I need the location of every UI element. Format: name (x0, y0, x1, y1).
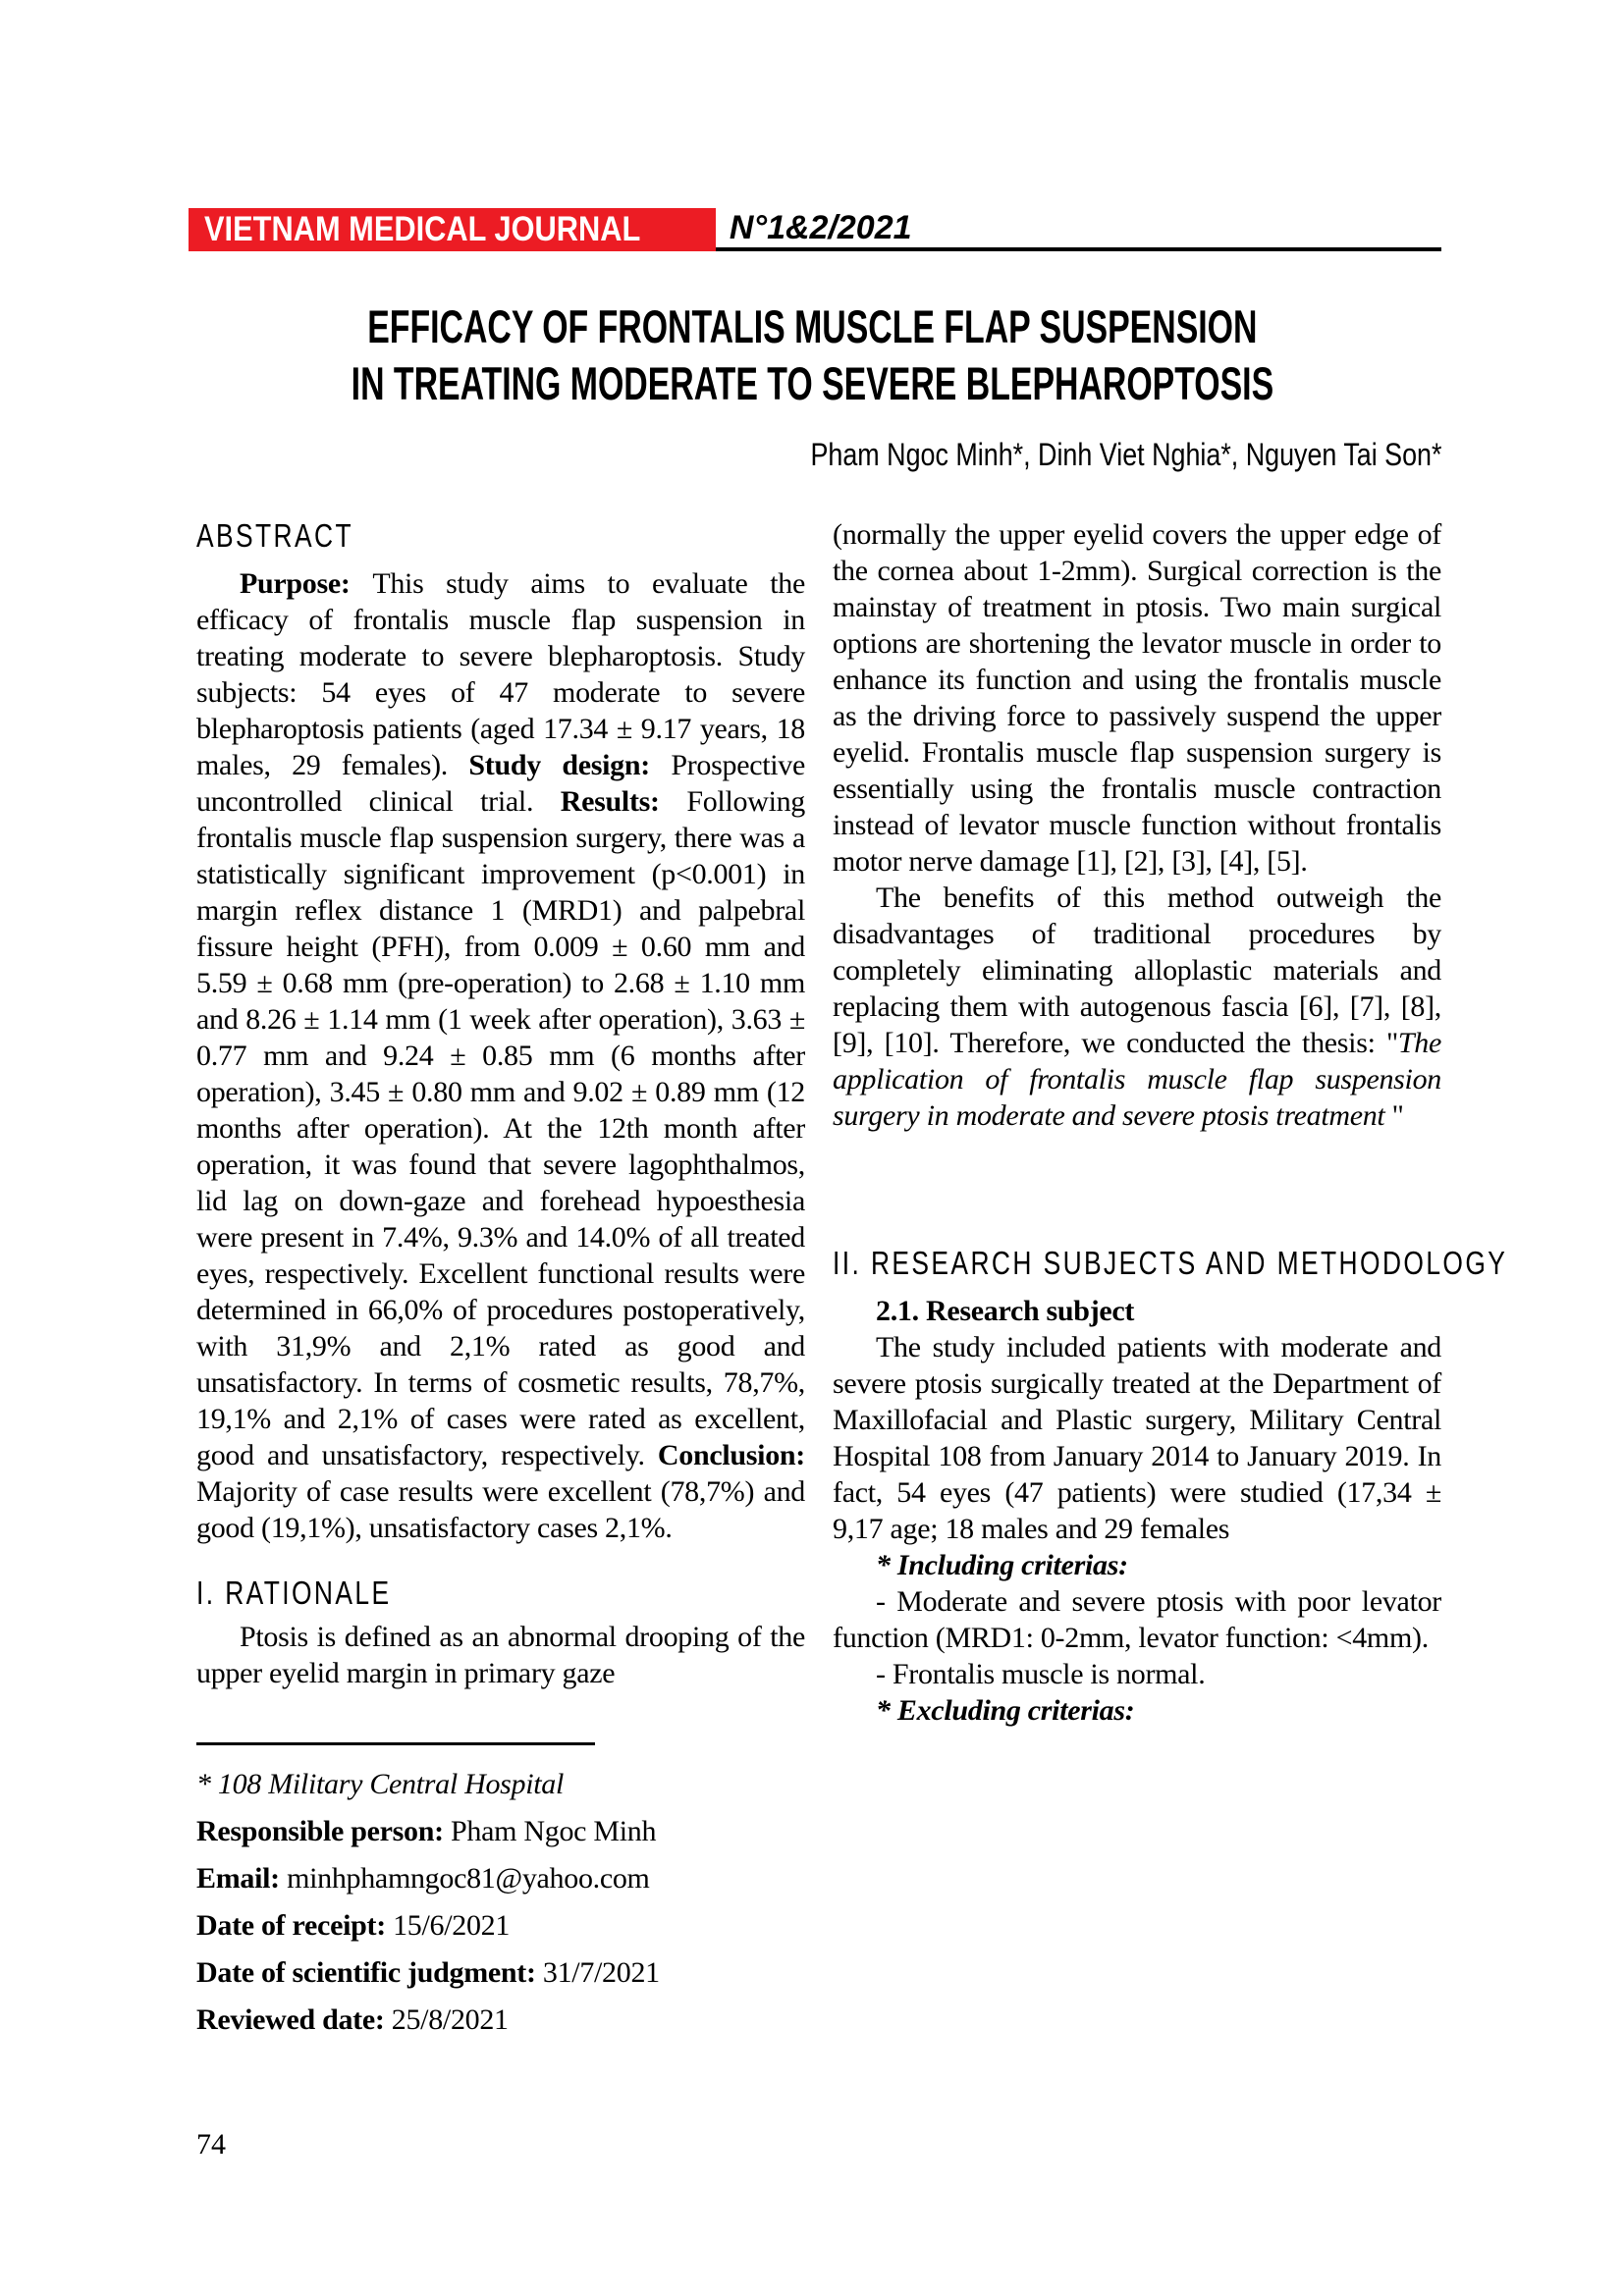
methodology-heading: II. RESEARCH SUBJECTS AND METHODOLOGY (833, 1245, 1508, 1281)
footnote-responsible-person: Responsible person: Pham Ngoc Minh (196, 1815, 657, 1847)
journal-name: VIETNAM MEDICAL JOURNAL (204, 210, 641, 248)
footnote-block (196, 1761, 805, 2044)
article-title-line1: EFFICACY OF FRONTALIS MUSCLE FLAP SUSPENSION (366, 300, 1258, 352)
abstract-paragraph: Purpose: This study aims to evaluate the efficacy of frontalis muscle flap suspension in treating moderate to severe blepharoptosis. Study subjects: 54 eyes of 47 moderate to severe blepharoptosis patients (aged 17.34 ± 9.17 years, 18 males, 29 females). Study design: Prospective uncontrolled clinical trial. Results: Following frontalis muscle flap suspension surgery, there was a statistically significant improvement (p<0.001) in margin reflex distance 1 (MRD1) and palpebral fissure height (PFH), from 0.009 ± 0.60 mm and 5.59 ± 0.68 mm (pre-operation) to 2.68 ± 1.10 mm and 8.26 ± 1.14 mm (1 week after operation), 3.63 ± 0.77 mm and 9.24 ± 0.85 mm (6 months after operation), 3.45 ± 0.80 mm and 9.02 ± 0.89 mm (12 months after operation). At the 12th month after operation, it was found that severe lagophthalmos, lid lag on down-gaze and forehead hypoesthesia were present in 7.4%, 9.3% and 14.0% of all treated eyes, respectively. Excellent functional results were determined in 66,0% of procedures postoperatively, with 31,9% and 2,1% rated as good and unsatisfactory. In terms of cosmetic results, 78,7%, 19,1% and 2,1% of cases were rated as excellent, good and unsatisfactory, respectively. Conclusion: Majority of case results were excellent (78,7%) and good (19,1%), unsatisfactory cases 2,1%. (196, 567, 806, 1544)
rationale-heading: I. RATIONALE (196, 1575, 392, 1611)
intro-paragraph-continued: (normally the upper eyelid covers the upper edge of the cornea about 1-2mm). Surgical correction is the mainstay of treatment in ptosis. Two main surgical options are shortening the levator muscle in order to enhance its function and using the frontalis muscle as the driving force to passively suspend the upper eyelid. Frontalis muscle flap suspension surgery is essentially using the frontalis muscle contraction instead of levator muscle function without frontalis motor nerve damage [1], [2], [3], [4], [5]. (833, 518, 1441, 878)
research-subject-subheading: 2.1. Research subject (876, 1295, 1135, 1327)
abstract-heading: ABSTRACT (196, 517, 354, 554)
footnote-email: Email: minhphamngoc81@yahoo.com (196, 1862, 650, 1895)
journal-logo (189, 208, 716, 251)
right-column (833, 516, 1508, 1729)
article-title-line2: IN TREATING MODERATE TO SEVERE BLEPHAROPTOSIS (351, 357, 1273, 409)
footnote-affiliation: * 108 Military Central Hospital (196, 1768, 565, 1800)
page-number: 74 (196, 2128, 226, 2161)
including-criteria-label: * Including criterias: (876, 1549, 1128, 1581)
footnote-date-of-receipt: Date of receipt: 15/6/2021 (196, 1909, 511, 1942)
excluding-criteria-label: * Excluding criterias: (876, 1694, 1135, 1727)
criteria-item-frontalis-normal: - Frontalis muscle is normal. (876, 1658, 1206, 1690)
article-title (0, 298, 1624, 412)
rationale-paragraph: Ptosis is defined as an abnormal drooping of the upper eyelid margin in primary gaze (196, 1621, 805, 1689)
intro-paragraph-benefits: The benefits of this method outweigh the disadvantages of traditional procedures by completely eliminating alloplastic materials and replacing them with autogenous fascia [6], [7], [8], [9], [10]. Therefore, we conducted the thesis: "The application of frontalis muscle flap suspension surgery in moderate and severe ptosis treatment " (833, 881, 1441, 1132)
journal-issue (716, 208, 1441, 251)
journal-header (189, 208, 1441, 251)
two-column-body (196, 516, 1508, 2044)
journal-issue-text: N°1&2/2021 (729, 208, 912, 246)
footnote-reviewed-date: Reviewed date: 25/8/2021 (196, 2003, 509, 2036)
footnote-date-of-scientific-judgment: Date of scientific judgment: 31/7/2021 (196, 1956, 660, 1989)
research-subject-paragraph: The study included patients with moderate and severe ptosis surgically treated at the Department of Maxillofacial and Plastic surgery, Military Central Hospital 108 from January 2014 to January 2019. In fact, 54 eyes (47 patients) were studied (17,34 ± 9,17 age; 18 males and 29 females (833, 1331, 1441, 1545)
footnote-separator (196, 1742, 595, 1745)
criteria-item-levator-function: - Moderate and severe ptosis with poor levator function (MRD1: 0-2mm, levator function: <4mm). (833, 1585, 1441, 1654)
authors-line: Pham Ngoc Minh*, Dinh Viet Nghia*, Nguyen Tai Son* (810, 437, 1441, 472)
left-column (196, 516, 805, 2044)
